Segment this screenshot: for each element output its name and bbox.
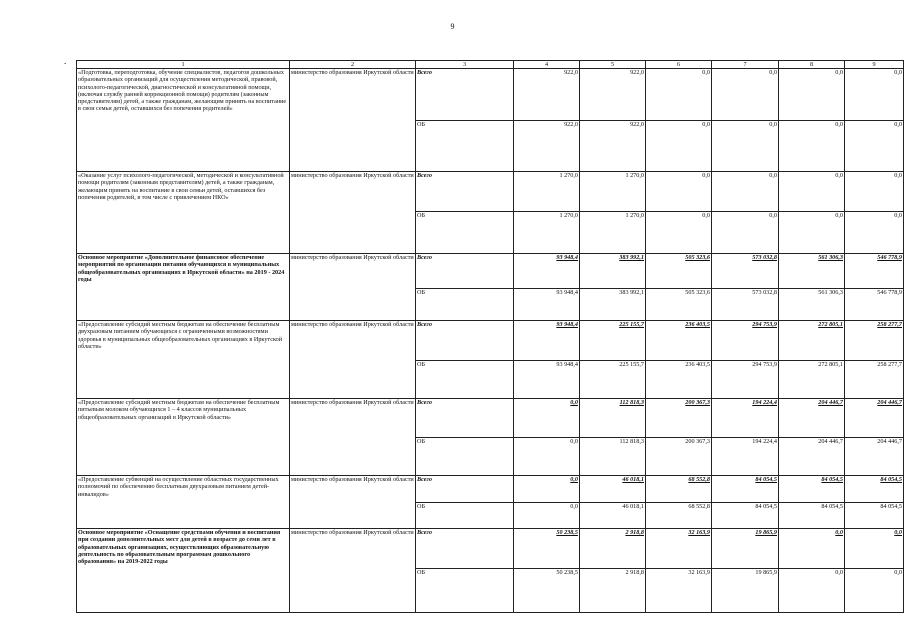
amount-cell: 112 818,3 bbox=[580, 438, 646, 476]
amount-cell: 573 032,8 bbox=[712, 254, 779, 289]
amount-cell: 294 753,9 bbox=[712, 321, 779, 361]
funding-source-label: Всего bbox=[416, 254, 514, 289]
funding-source-label: ОБ bbox=[416, 438, 514, 476]
responsible-executor: министерство образования Иркутской области bbox=[290, 476, 416, 529]
amount-cell: 0,0 bbox=[845, 69, 904, 121]
amount-cell: 546 778,9 bbox=[845, 289, 904, 321]
amount-cell: 922,0 bbox=[514, 69, 580, 121]
column-header: 1 bbox=[77, 61, 290, 69]
amount-cell: 68 552,8 bbox=[646, 476, 712, 503]
table-row-total bbox=[77, 476, 904, 503]
amount-cell: 0,0 bbox=[779, 569, 845, 613]
amount-cell: 0,0 bbox=[779, 121, 845, 172]
table-row-total bbox=[77, 69, 904, 121]
amount-cell: 272 805,1 bbox=[779, 321, 845, 361]
amount-cell: 383 992,1 bbox=[580, 289, 646, 321]
responsible-executor: министерство образования Иркутской области bbox=[290, 254, 416, 321]
amount-cell: 383 992,1 bbox=[580, 254, 646, 289]
amount-cell: 84 054,5 bbox=[779, 503, 845, 529]
amount-cell: 258 277,7 bbox=[845, 321, 904, 361]
amount-cell: 194 224,4 bbox=[712, 399, 779, 438]
amount-cell: 1 270,0 bbox=[580, 212, 646, 254]
amount-cell: 0,0 bbox=[712, 121, 779, 172]
table-body bbox=[77, 61, 904, 613]
page-number: 9 bbox=[450, 22, 455, 31]
amount-cell: 922,0 bbox=[580, 121, 646, 172]
amount-cell: 93 948,4 bbox=[514, 254, 580, 289]
column-header: 2 bbox=[290, 61, 416, 69]
column-header: 4 bbox=[514, 61, 580, 69]
amount-cell: 0,0 bbox=[779, 529, 845, 569]
amount-cell: 0,0 bbox=[514, 503, 580, 529]
amount-cell: 922,0 bbox=[514, 121, 580, 172]
responsible-executor: министерство образования Иркутской области bbox=[290, 529, 416, 613]
table-row-total bbox=[77, 321, 904, 361]
amount-cell: 46 018,1 bbox=[580, 503, 646, 529]
amount-cell: 0,0 bbox=[646, 69, 712, 121]
amount-cell: 200 367,3 bbox=[646, 399, 712, 438]
amount-cell: 84 054,5 bbox=[779, 476, 845, 503]
amount-cell: 272 805,1 bbox=[779, 361, 845, 399]
amount-cell: 258 277,7 bbox=[845, 361, 904, 399]
activity-description: «Оказание услуг психолого-педагогической, методической и консультативной помощи родителям (законным представителям) детей, а также гражданам, желающим принять на воспитание в свои семьи детей, оставшихся без попечения родителей, в том числе с привлечением НКО» bbox=[77, 172, 290, 254]
amount-cell: 1 270,0 bbox=[580, 172, 646, 212]
amount-cell: 84 054,5 bbox=[845, 503, 904, 529]
amount-cell: 19 865,9 bbox=[712, 569, 779, 613]
amount-cell: 1 270,0 bbox=[514, 172, 580, 212]
responsible-executor: министерство образования Иркутской области bbox=[290, 172, 416, 254]
amount-cell: 0,0 bbox=[779, 69, 845, 121]
amount-cell: 93 948,4 bbox=[514, 321, 580, 361]
amount-cell: 0,0 bbox=[646, 212, 712, 254]
amount-cell: 0,0 bbox=[646, 121, 712, 172]
amount-cell: 236 403,5 bbox=[646, 321, 712, 361]
funding-source-label: ОБ bbox=[416, 503, 514, 529]
header-row bbox=[77, 61, 904, 69]
column-header: 6 bbox=[646, 61, 712, 69]
amount-cell: 0,0 bbox=[712, 172, 779, 212]
amount-cell: 0,0 bbox=[845, 172, 904, 212]
table-row-total bbox=[77, 172, 904, 212]
amount-cell: 50 238,5 bbox=[514, 529, 580, 569]
amount-cell: 0,0 bbox=[514, 476, 580, 503]
amount-cell: 505 323,6 bbox=[646, 254, 712, 289]
amount-cell: 0,0 bbox=[712, 212, 779, 254]
responsible-executor: министерство образования Иркутской области bbox=[290, 399, 416, 476]
funding-source-label: Всего bbox=[416, 321, 514, 361]
funding-source-label: ОБ bbox=[416, 212, 514, 254]
amount-cell: 561 306,3 bbox=[779, 254, 845, 289]
amount-cell: 84 054,5 bbox=[845, 476, 904, 503]
funding-source-label: Всего bbox=[416, 172, 514, 212]
responsible-executor: министерство образования Иркутской области bbox=[290, 69, 416, 172]
amount-cell: 32 163,9 bbox=[646, 529, 712, 569]
funding-source-label: Всего bbox=[416, 476, 514, 503]
amount-cell: 204 446,7 bbox=[779, 399, 845, 438]
activity-description: «Подготовка, переподготовка, обучение специалистов, педагогов дошкольных образовательных организаций для осуществления методической, правовой, психолого-педагогической, диагностической и консультативной помощи, (включая службу ранней коррекционной помощи) родителям (законным представителям) детей, а также гражданам, желающим принять на воспитание в свои семьи детей, оставшихся без попечения родителей» bbox=[77, 69, 290, 172]
amount-cell: 2 918,8 bbox=[580, 569, 646, 613]
column-header: 9 bbox=[845, 61, 904, 69]
amount-cell: 0,0 bbox=[514, 438, 580, 476]
amount-cell: 0,0 bbox=[514, 399, 580, 438]
table-row-total bbox=[77, 399, 904, 438]
amount-cell: 200 367,3 bbox=[646, 438, 712, 476]
amount-cell: 561 306,3 bbox=[779, 289, 845, 321]
amount-cell: 84 054,5 bbox=[712, 503, 779, 529]
amount-cell: 204 446,7 bbox=[845, 438, 904, 476]
amount-cell: 204 446,7 bbox=[779, 438, 845, 476]
column-header: 8 bbox=[779, 61, 845, 69]
funding-source-label: ОБ bbox=[416, 569, 514, 613]
amount-cell: 93 948,4 bbox=[514, 289, 580, 321]
amount-cell: 294 753,9 bbox=[712, 361, 779, 399]
activity-description: «Предоставление субсидий местным бюджетам на обеспечение бесплатным питьевым молоком обучающихся 1 – 4 классов муниципальных общеобразовательных организаций в Иркутской области» bbox=[77, 399, 290, 476]
column-header: 3 bbox=[416, 61, 514, 69]
amount-cell: 0,0 bbox=[845, 212, 904, 254]
amount-cell: 50 238,5 bbox=[514, 569, 580, 613]
amount-cell: 0,0 bbox=[779, 172, 845, 212]
activity-description: «Предоставление субвенций на осуществление областных государственных полномочий по обеспечению бесплатным двухразовым питанием детей-инвалидов» bbox=[77, 476, 290, 529]
amount-cell: 84 054,5 bbox=[712, 476, 779, 503]
amount-cell: 204 446,7 bbox=[845, 399, 904, 438]
budget-table bbox=[76, 60, 904, 613]
margin-mark: . bbox=[64, 56, 67, 66]
amount-cell: 2 918,8 bbox=[580, 529, 646, 569]
amount-cell: 225 155,7 bbox=[580, 361, 646, 399]
amount-cell: 0,0 bbox=[845, 121, 904, 172]
column-header: 5 bbox=[580, 61, 646, 69]
amount-cell: 0,0 bbox=[779, 212, 845, 254]
amount-cell: 236 403,5 bbox=[646, 361, 712, 399]
amount-cell: 225 155,7 bbox=[580, 321, 646, 361]
amount-cell: 32 163,9 bbox=[646, 569, 712, 613]
table-row-total bbox=[77, 254, 904, 289]
amount-cell: 46 018,1 bbox=[580, 476, 646, 503]
amount-cell: 0,0 bbox=[646, 172, 712, 212]
funding-source-label: ОБ bbox=[416, 361, 514, 399]
amount-cell: 546 778,9 bbox=[845, 254, 904, 289]
amount-cell: 0,0 bbox=[845, 569, 904, 613]
funding-source-label: Всего bbox=[416, 69, 514, 121]
table-row-total bbox=[77, 529, 904, 569]
responsible-executor: министерство образования Иркутской области bbox=[290, 321, 416, 399]
amount-cell: 19 865,9 bbox=[712, 529, 779, 569]
amount-cell: 0,0 bbox=[712, 69, 779, 121]
amount-cell: 573 032,8 bbox=[712, 289, 779, 321]
amount-cell: 112 818,3 bbox=[580, 399, 646, 438]
activity-description: Основное мероприятие «Дополнительное финансовое обеспечение мероприятий по организации питания обучающихся в муниципальных общеобразовательных организациях в Иркутской области» на 2019 - 2024 годы bbox=[77, 254, 290, 321]
amount-cell: 93 948,4 bbox=[514, 361, 580, 399]
amount-cell: 194 224,4 bbox=[712, 438, 779, 476]
amount-cell: 0,0 bbox=[845, 529, 904, 569]
amount-cell: 1 270,0 bbox=[514, 212, 580, 254]
funding-source-label: ОБ bbox=[416, 121, 514, 172]
activity-description: «Предоставление субсидий местным бюджетам на обеспечение бесплатным двухразовым питанием обучающихся с ограниченными возможностями здоровья в муниципальных общеобразовательных организациях в Иркутской области» bbox=[77, 321, 290, 399]
amount-cell: 505 323,6 bbox=[646, 289, 712, 321]
amount-cell: 922,0 bbox=[580, 69, 646, 121]
column-header: 7 bbox=[712, 61, 779, 69]
funding-source-label: ОБ bbox=[416, 289, 514, 321]
activity-description: Основное мероприятие «Оснащение средствами обучения и воспитания при создании дополнительных мест для детей в возрасте до семи лет в образовательных организациях, осуществляющих образовательную деятельность по образовательным программам дошкольного образования» на 2019-2022 годы bbox=[77, 529, 290, 613]
funding-source-label: Всего bbox=[416, 529, 514, 569]
funding-source-label: Всего bbox=[416, 399, 514, 438]
amount-cell: 68 552,8 bbox=[646, 503, 712, 529]
